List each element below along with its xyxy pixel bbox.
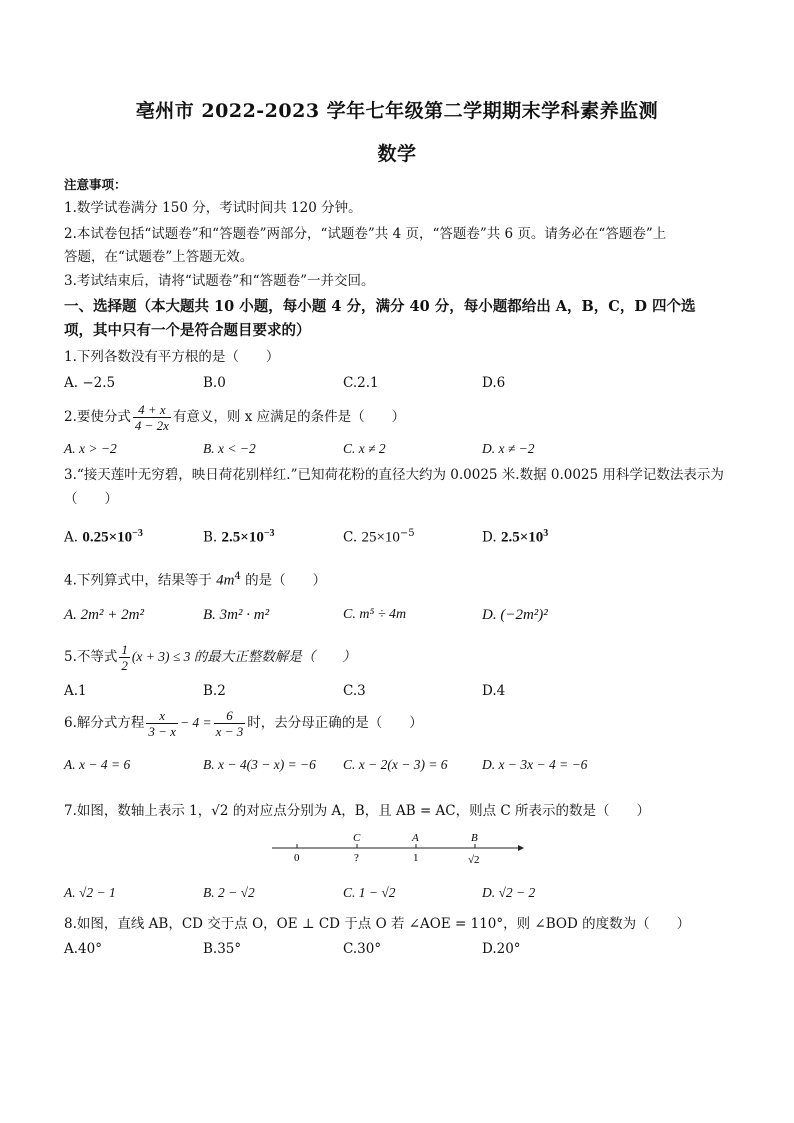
q3-option-d-base: 2.5×10: [500, 529, 544, 546]
q6-stem: [64, 706, 744, 740]
section-heading-line2: 项，其中只有一个是符合题目要求的）: [64, 322, 311, 339]
q8-option-a: A.40°: [64, 941, 102, 957]
exam-title: 亳州市 2022-2023 学年七年级第二学期期末学科素养监测: [135, 100, 659, 122]
q7-option-c: C. 1 − √2: [343, 885, 396, 900]
tick-label-b: √2: [468, 854, 480, 866]
q5-fraction: [119, 642, 130, 673]
q1-option-b: B.0: [203, 375, 226, 391]
q6-fraction-2: [214, 708, 246, 739]
q3-option-b-exp: −3: [263, 528, 275, 539]
q8-option-c: C.30°: [343, 941, 382, 957]
q2-frac-num: 4 + x: [133, 402, 171, 418]
q3-option-a-exp: −3: [132, 528, 143, 539]
q3-option-d-letter: D.: [482, 529, 497, 546]
q5-frac-den: 2: [121, 658, 128, 673]
q3-option-a-letter: A.: [64, 529, 79, 546]
q5-stem-post: (x + 3) ≤ 3 的最大正整数解是（ ）: [131, 649, 356, 664]
q4-option-c: C. m⁵ ÷ 4m: [343, 607, 407, 622]
q2-option-d: D. x ≠ −2: [482, 441, 535, 456]
q6-option-a: A. x − 4 = 6: [64, 757, 131, 772]
q6-option-c: C. x − 2(x − 3) = 6: [343, 757, 448, 772]
q6-fraction-1: [146, 708, 178, 739]
q3-option-d: [482, 525, 548, 547]
q5-frac-num: 1: [121, 642, 128, 657]
q8-stem: 8.如图，直线 AB，CD 交于点 O，OE ⊥ CD 于点 O 若 ∠AOE = 110°，则 ∠BOD 的度数为（ ）: [64, 916, 691, 932]
q4-option-a: A. 2m² + 2m²: [64, 607, 144, 623]
q2-fraction: [133, 402, 171, 433]
q4-stem-pre: 4.下列算式中，结果等于: [64, 572, 217, 589]
tick-label-c: ?: [354, 852, 359, 864]
q7-option-a: A. √2 − 1: [64, 885, 116, 900]
q3-stem-paren: （ ）: [64, 491, 118, 507]
q8-option-d: D.20°: [482, 941, 521, 957]
q6-option-b: B. x − 4(3 − x) = −6: [203, 757, 316, 772]
notice-heading: 注意事项：: [64, 177, 127, 192]
number-line-figure: [270, 828, 530, 868]
notice-item-2-cont: 答题，在“试题卷”上答题无效。: [64, 249, 254, 265]
q2-stem-post: 有意义，则 x 应满足的条件是（ ）: [172, 409, 406, 425]
point-a-label: A: [412, 832, 419, 844]
q3-option-b-letter: B.: [203, 529, 218, 546]
q5-stem-pre: 5.不等式: [64, 649, 118, 665]
q4-option-b: B. 3m² · m²: [203, 607, 270, 623]
q7-option-d: D. √2 − 2: [482, 885, 536, 900]
q3-stem: 3.“接天莲叶无穷碧，映日荷花别样红.”已知荷花粉的直径大约为 0.0025 米.数据 0.0025 用科学记数法表示为: [64, 467, 724, 483]
q5-option-c: C.3: [343, 683, 366, 699]
notice-item-3: 3.考试结束后，请将“试题卷”和“答题卷”一并交回。: [64, 273, 375, 289]
q6-f1-den: 3 − x: [148, 724, 176, 739]
q2-frac-den: 4 − 2x: [134, 418, 169, 433]
q4-target: 4m: [216, 572, 235, 589]
q8-option-b: B.35°: [203, 941, 242, 957]
q6-f1-num: x: [146, 708, 178, 724]
q6-stem-pre: 6.解分式方程: [64, 715, 145, 731]
tick-label-0: 0: [294, 852, 300, 864]
q1-stem: 1.下列各数没有平方根的是（ ）: [64, 349, 280, 365]
q5-stem: [64, 640, 744, 674]
q7-option-b: B. 2 − √2: [203, 885, 255, 900]
q1-option-d: D.6: [482, 375, 506, 391]
q2-stem-pre: 2.要使分式: [64, 409, 131, 425]
q3-option-a-base: 0.25×10: [82, 529, 133, 546]
q1-option-a: A. −2.5: [64, 375, 116, 391]
q3-option-b-base: 2.5×10: [221, 529, 264, 546]
q4-option-d: D. (−2m²)²: [482, 607, 548, 623]
q4-stem-post: 的是（ ）: [240, 572, 327, 589]
q5-option-a: A.1: [64, 683, 87, 699]
point-b-label: B: [471, 832, 478, 844]
notice-item-2: 2.本试卷包括“试题卷”和“答题卷”两部分，“试题卷”共 4 页，“答题卷”共 6 页。请务必在“答题卷”上: [64, 226, 667, 242]
q2-option-a: A. x > −2: [64, 441, 117, 456]
q1-option-c: C.2.1: [343, 375, 379, 391]
q6-stem-post: 时，去分母正确的是（ ）: [247, 715, 423, 731]
q6-mid: − 4 =: [179, 715, 212, 730]
q3-option-c-base: 25×10: [361, 529, 400, 546]
q2-option-c: C. x ≠ 2: [343, 441, 386, 456]
section-heading-line1: 一、选择题（本大题共 10 小题，每小题 4 分，满分 40 分，每小题都给出 A，B，C，D 四个选: [64, 298, 696, 315]
q4-stem: [64, 568, 744, 590]
q5-option-b: B.2: [203, 683, 226, 699]
q7-stem: 7.如图，数轴上表示 1，√2 的对应点分别为 A，B，且 AB = AC，则点 C 所表示的数是（ ）: [64, 803, 651, 819]
number-line-arrow: [518, 845, 524, 851]
q3-option-d-exp: 3: [543, 528, 549, 539]
point-c-label: C: [353, 832, 361, 844]
subject-title: 数学: [377, 143, 417, 165]
q3-option-c-exp: −5: [399, 528, 415, 539]
q4-target-exp: 4: [234, 571, 241, 582]
notice-item-1: 1.数学试卷满分 150 分，考试时间共 120 分钟。: [64, 200, 362, 216]
q6-f2-den: x − 3: [215, 724, 244, 739]
q3-option-a: [64, 525, 143, 547]
q3-option-c: [343, 525, 415, 547]
q6-option-d: D. x − 3x − 4 = −6: [482, 757, 588, 772]
tick-label-a: 1: [413, 852, 419, 864]
q2-option-b: B. x < −2: [203, 441, 256, 456]
q3-option-c-letter: C.: [343, 529, 358, 546]
q5-option-d: D.4: [482, 683, 506, 699]
q6-f2-num: 6: [214, 708, 246, 724]
q2-stem: [64, 400, 744, 434]
q3-option-b: [203, 525, 275, 547]
